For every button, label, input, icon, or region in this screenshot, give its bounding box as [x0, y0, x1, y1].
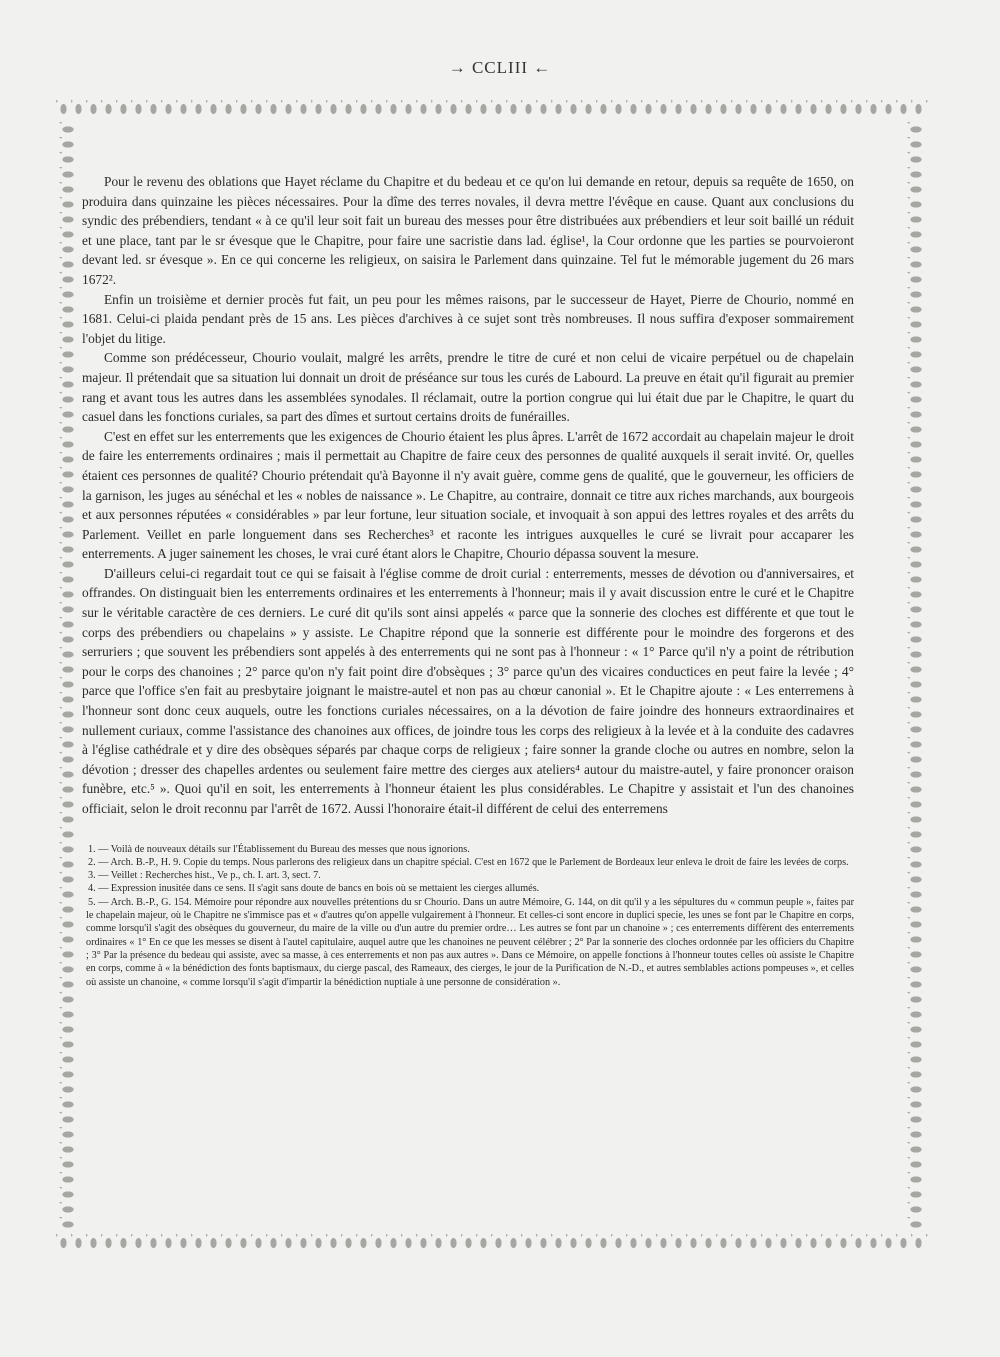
footnote: 1. — Voilà de nouveaux détails sur l'Établissement du Bureau des messes que nous ignorions. [88, 843, 470, 855]
footnote: 3. — Veillet : Recherches hist., Ve p., ch. I. art. 3, sect. 7. [88, 870, 321, 882]
border-bottom-ornament [56, 1230, 928, 1256]
page-number: → CCLIII ← [448, 58, 552, 77]
border-top-ornament [56, 96, 928, 122]
page-content [82, 172, 854, 989]
paragraph: Comme son prédécesseur, Chourio voulait, malgré les arrêts, prendre le titre de curé et non celui de vicaire perpétuel ou de chapelain majeur. Il prétendait que sa situation lui donnait un droit de préséance sur tous les curés de Labourd. La preuve en était qu'il figurait au premier rang et avant tous les autres dans les assemblées synodales. Il réclamait, outre la portion congrue qui lui était due par le Chapitre, le quart du casuel dans les fonctions curiales, sa part des dîmes et surtout certains droits de funérailles. [82, 350, 854, 425]
paragraph: D'ailleurs celui-ci regardait tout ce qui se faisait à l'église comme de droit curial : enterrements, messes de dévotion ou d'anniversaires, et offrandes. On distinguait bien les enterrements ordinaires et les enterrements à l'honneur; mais il y avait discussion entre le curé et le Chapitre sur le véritable caractère de ces derniers. Le curé dit qu'ils sont ainsi appelés « parce que la sonnerie des cloches est différente et que tout le corps des prébendiers ou chapelains » y assiste. Le Chapitre répond que la sonnerie est différente pour le moindre des forgerons et des serruriers ; que souvent les prébendiers sont appelés à des enterrements qui ne sont pas à l'honneur : « 1° Parce qu'il n'y a point de rétribution pour le corps des chanoines ; 2° parce qu'on n'y fait point dire d'obsèques ; 3° parce qu'un des vicaires conductices en peut faire la levée ; 4° parce que l'office s'en fait au presbytaire joignant le maistre-autel et non pas au chœur canonial ». Et le Chapitre ajoute : « Les enterremens à l'honneur sont donc ceux auquels, outre les fonctions curiales nécessaires, on a la dévotion de faire joindre des honneurs extraordinaires et nullement curiaux, comme l'assistance des chanoines aux offices, de joindre tous les corps des religieux à la levée et à la conduite des cadavres à l'église cathédrale et y dire des obsèques séparés par chaque corps de religieux ; faire sonner la grande cloche ou autres en nombre, selon la dévotion ; dresser des chapelles ardentes ou seulement faire mettre des cierges aux ateliers⁴ autour du maistre-autel, y faire prononcer oraison funèbre, etc.⁵ ». Quoi qu'il en soit, les enterrements à l'honneur étaient les plus considérables. Le Chapitre y assistait et l'un des chanoines officiait, selon le droit reconnu par l'arrêt de 1672. Aussi l'honoraire était-il différent de celui des enterremens [82, 565, 854, 816]
footnotes [82, 843, 854, 989]
footnote: 5. — Arch. B.-P., G. 154. Mémoire pour répondre aux nouvelles prétentions du sr Chourio. Dans un autre Mémoire, G. 144, on dit qu'il y a les sépultures du « commun peuple », faites par le chapelain majeur, où le Chapitre ne s'immisce pas et « d'autres qu'on appelle vulgairement à l'honneur. Et celles-ci sont encore in duplici specie, les unes se font par le Chapitre en corps, comme lorsqu'il s'agit des obsèques du gouverneur, du maire de la ville ou d'un autre du premier ordre… Les autres se font par un chanoine » ; ces enterrements diffèrent des enterrements ordinaires « 1° En ce que les messes se disent à l'autel capitulaire, auquel autre que les chanoines ne peuvent célébrer ; 2° Par la sonnerie des cloches ordonnée par les officiers du Chapitre ; 3° Par la présence du bedeau qui assiste, avec sa masse, à ces enterrements et non pas aux autres ». Dans ce Mémoire, on appelle fonctions à l'honneur toutes celles où assiste le Chapitre en corps, comme à « la bénédiction des fonts baptismaux, du cierge pascal, des Rameaux, des cierges, le jour de la Purification de N.-D., et autres semblables actions pompeuses », et celles où assiste un chanoine, « comme lorsqu'il s'agit d'impartir la bénédiction nuptiale à une personne de considération ». [86, 896, 854, 988]
paragraph: C'est en effet sur les enterrements que les exigences de Chourio étaient les plus âpres. L'arrêt de 1672 accordait au chapelain majeur le droit de faire les enterrements ordinaires ; mais il permettait au Chapitre de faire ceux des personnes de qualité auxquels il serait invité. Or, quelles étaient ces personnes de qualité? Chourio prétendait qu'à Bayonne il n'y avait guère, comme gens de qualité, que le gouverneur, les officiers de la garnison, les juges au sénéchal et les « nobles de naissance ». Le Chapitre, au contraire, donnait ce titre aux riches marchands, aux bourgeois et aux personnes réputées « considérables » par leur fortune, leur situation sociale, et invoquait à son appui des lettres royales et des arrêts du Parlement. Veillet en parle longuement dans ses Recherches³ et raconte les intrigues auxquelles le curé se livrait pour accaparer les enterrements. A juger sainement les choses, le vrai curé étant alors le Chapitre, Chourio dépassa souvent la mesure. [82, 428, 854, 562]
paragraph: Enfin un troisième et dernier procès fut fait, un peu pour les mêmes raisons, par le successeur de Hayet, Pierre de Chourio, nommé en 1681. Celui-ci plaida pendant près de 15 ans. Les pièces d'archives à ce sujet sont très nombreuses. Il nous suffira d'exposer sommairement l'objet du litige. [82, 291, 854, 346]
body-text [82, 172, 854, 819]
paragraph: Pour le revenu des oblations que Hayet réclame du Chapitre et du bedeau et ce qu'on lui demande en retour, depuis sa requête de 1650, on produira dans quinzaine les pièces nécessaires. Pour la dîme des terres novales, il devra mettre l'évêque en cause. Quant aux conclusions du syndic des prébendiers, tendant « à ce qu'il leur soit fait un bureau des messes pour être distribuées aux prébendiers et leur soit baillé un réduit et une place, tant par le sr évesque que le Chapitre, pour faire une sacristie dans lad. église¹, la Cour ordonne que les parties se pourvoieront devant led. sr évesque ». En ce qui concerne les religieux, on saisira le Parlement dans quinzaine. Tel fut le mémorable jugement du 26 mars 1672². [82, 174, 854, 287]
footnote: 4. — Expression inusitée dans ce sens. Il s'agit sans doute de bancs en bois où se mettaient les cierges allumés. [88, 883, 540, 895]
border-right-ornament [904, 122, 928, 1230]
border-left-ornament [56, 122, 80, 1230]
footnote: 2. — Arch. B.-P., H. 9. Copie du temps. Nous parlerons des religieux dans un chapitre spécial. C'est en 1672 que le Parlement de Bordeaux leur enleva le droit de faire les levées de corps. [88, 856, 849, 868]
